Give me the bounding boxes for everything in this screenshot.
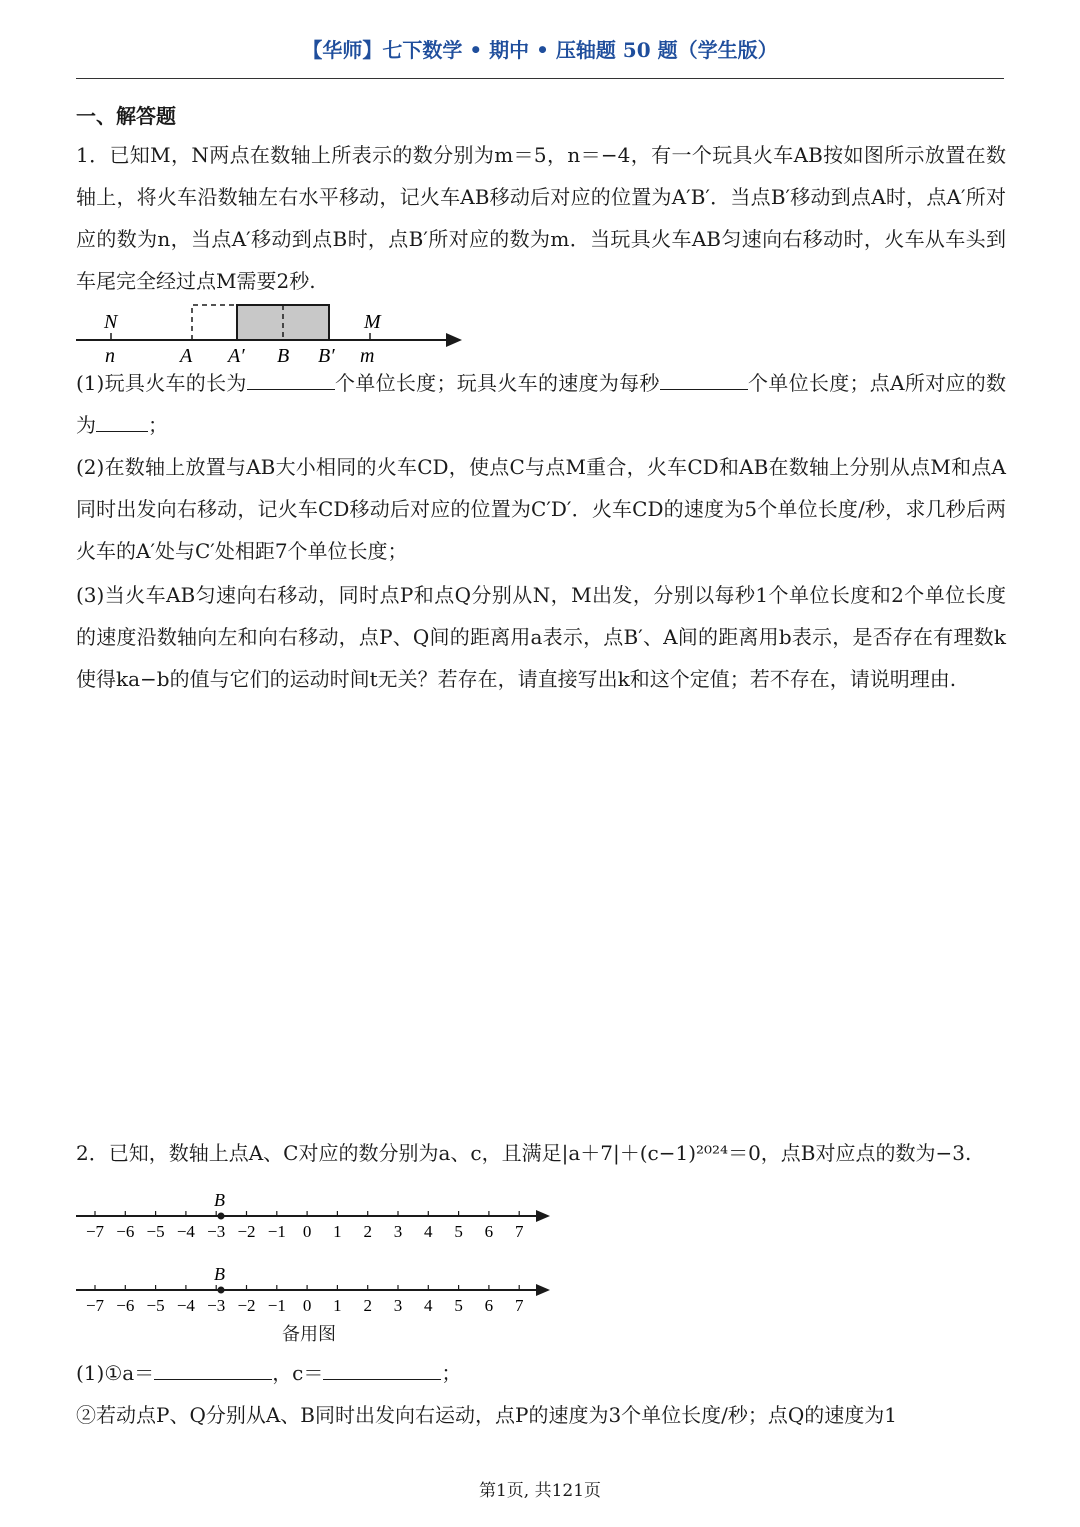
axis-tick-label: −4 — [176, 1296, 195, 1315]
q1-stem: 1．已知M，N两点在数轴上所表示的数分别为m＝5，n＝−4，有一个玩具火车AB按如图所示放置在数轴上，将火车沿数轴左右水平移动，记火车AB移动后对应的位置为A′B′．当点B′移动到点A时，点A′所对应的数为n，当点A′移动到点B时，点B′所对应的数为m．当玩具火车AB匀速向右移动时，火车从车头到车尾完全经过点M需要2秒. — [76, 143, 1006, 293]
document-header: 【华师】七下数学 • 期中 • 压轴题 50 题（学生版） — [302, 38, 778, 62]
q1-train-figure — [70, 300, 470, 370]
train-dashed-outline — [192, 305, 237, 340]
axis-tick-label: −3 — [207, 1296, 226, 1315]
q2-stem: 2．已知，数轴上点A、C对应的数分别为a、c，且满足|a＋7|＋(c−1)²⁰²⁴＝0，点B对应点的数为−3. — [76, 1141, 972, 1165]
q1-part3: (3)当火车AB匀速向右移动，同时点P和点Q分别从N，M出发，分别以每秒1个单位长度和2个单位长度的速度沿数轴向左和向右移动，点P、Q间的距离用a表示，点B′、A间的距离用b表示，是否存在有理数k使得ka−b的值与它们的运动时间t无关？若存在，请直接写出k和这个定值；若不存在，请说明理由. — [76, 583, 1006, 691]
axis-tick-label: −5 — [146, 1222, 165, 1241]
axis-tick-label: 2 — [363, 1296, 372, 1315]
axis-tick-label: −1 — [267, 1296, 286, 1315]
axis-tick-label: 7 — [514, 1296, 524, 1315]
page-footer: 第1页, 共121页 — [478, 1481, 602, 1501]
point-B-dot — [218, 1213, 225, 1220]
header-divider — [76, 78, 1004, 79]
axis-tick-label: −6 — [116, 1222, 135, 1241]
axis-tick-label: −3 — [207, 1222, 226, 1241]
axis-tick-label: −2 — [237, 1296, 256, 1315]
q2-part1-2: ②若动点P、Q分别从A、B同时出发向右运动，点P的速度为3个单位长度/秒；点Q的速度为1 — [76, 1403, 898, 1427]
axis-tick-label: 7 — [514, 1222, 524, 1241]
q1-part2: (2)在数轴上放置与AB大小相同的火车CD，使点C与点M重合，火车CD和AB在数轴上分别从点M和点A同时出发向右移动，记火车CD移动后对应的位置为C′D′．火车CD的速度为5个单位长度/秒，求几秒后两火车的A′处与C′处相距7个单位长度； — [76, 455, 1006, 563]
axis-tick-label: 1 — [333, 1222, 342, 1241]
answer-blank-point-a[interactable] — [96, 409, 148, 432]
point-B-label: B — [214, 1190, 225, 1210]
axis-tick-label: −5 — [146, 1296, 165, 1315]
label-n: n — [105, 345, 115, 367]
axis-tick-label: 3 — [393, 1222, 403, 1241]
axis-tick-label: 0 — [302, 1296, 312, 1315]
axis-tick-label: 4 — [424, 1222, 433, 1241]
axis-tick-label: 1 — [333, 1296, 342, 1315]
axis-tick-label: 6 — [484, 1222, 494, 1241]
backup-figure-caption: 备用图 — [282, 1324, 336, 1345]
axis-tick-label: −6 — [116, 1296, 135, 1315]
axis-tick-label: 6 — [484, 1296, 494, 1315]
axis-tick-label: −7 — [85, 1296, 105, 1315]
axis-tick-label: 5 — [454, 1296, 463, 1315]
axis-tick-label: −2 — [237, 1222, 256, 1241]
label-N: N — [104, 311, 118, 333]
q2-part1: (1)①a＝ ，c＝ ； — [76, 1352, 1006, 1394]
label-A-prime: A′ — [228, 345, 245, 367]
q1-part1: (1)玩具火车的长为 个单位长度；玩具火车的速度为每秒 个单位长度；点A所对应的数为 ； — [76, 362, 1006, 446]
axis-tick-label: 0 — [302, 1222, 312, 1241]
axis-tick-label: 3 — [393, 1296, 403, 1315]
point-B-label: B — [214, 1264, 225, 1284]
axis-tick-label: 2 — [363, 1222, 372, 1241]
answer-blank-train-speed[interactable] — [660, 367, 748, 390]
label-M: M — [364, 311, 381, 333]
axis-tick-label: 4 — [424, 1296, 433, 1315]
axis-tick-label: −1 — [267, 1222, 286, 1241]
label-m: m — [360, 345, 375, 367]
label-B: B — [277, 345, 290, 367]
q2-number-line-2 — [70, 1262, 560, 1320]
axis-tick-label: −7 — [85, 1222, 105, 1241]
label-A: A — [180, 345, 193, 367]
axis-tick-label: −4 — [176, 1222, 195, 1241]
answer-blank-c[interactable] — [323, 1357, 441, 1380]
q1-axis-arrow — [446, 333, 462, 347]
answer-blank-train-length[interactable] — [247, 367, 335, 390]
q2-number-line-1 — [70, 1188, 560, 1246]
point-B-dot — [218, 1287, 225, 1294]
section-title: 一、解答题 — [76, 104, 176, 128]
answer-blank-a[interactable] — [154, 1357, 272, 1380]
label-B-prime: B′ — [318, 345, 335, 367]
axis-tick-label: 5 — [454, 1222, 463, 1241]
